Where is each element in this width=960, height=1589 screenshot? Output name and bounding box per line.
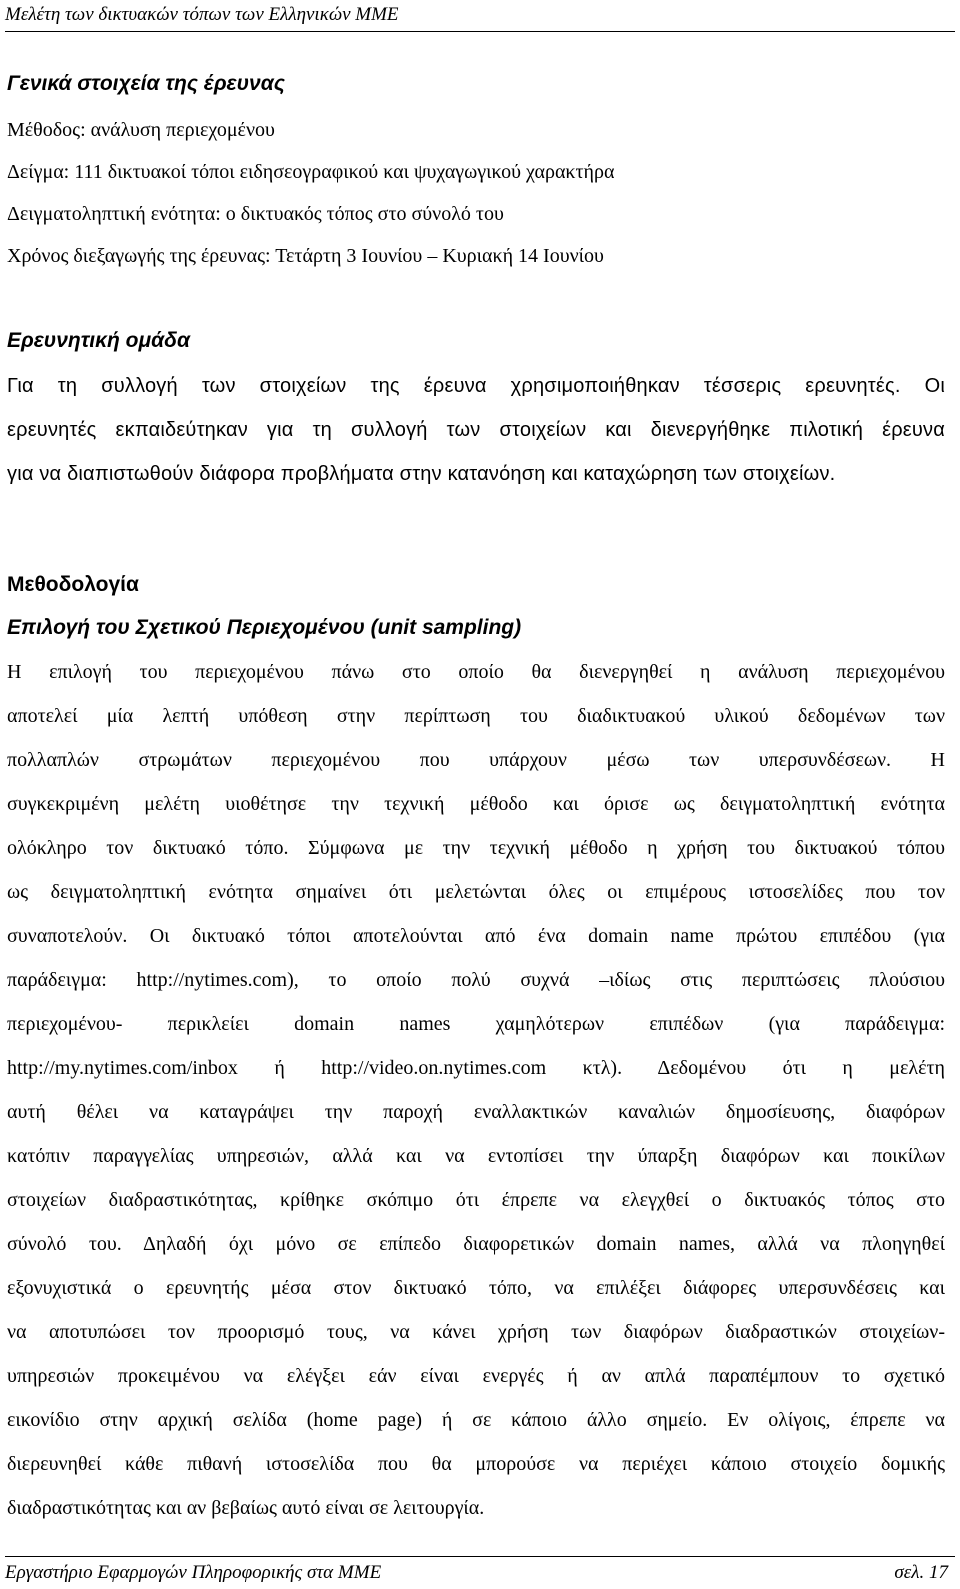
methodology-line: περιεχομένου- περικλείει domain names χαμηλότερων επιπέδων (για παράδειγμα: bbox=[7, 1013, 945, 1035]
methodology-line: Η επιλογή του περιεχομένου πάνω στο οποίο θα διενεργηθεί η ανάλυση περιεχομένου bbox=[7, 661, 945, 683]
header-rule bbox=[5, 31, 955, 32]
methodology-line: υπηρεσιών προκειμένου να ελέγξει εάν είναι ενεργές ή αν απλά παραπέμπουν το σχετικό bbox=[7, 1365, 945, 1387]
running-footer: Εργαστήριο Εφαρμογών Πληροφορικής στα ΜΜΕ bbox=[5, 1562, 382, 1583]
running-header: Μελέτη των δικτυακών τόπων των Ελληνικών ΜΜΕ bbox=[5, 4, 399, 25]
section-subheading-unit-sampling: Επιλογή του Σχετικού Περιεχομένου (unit sampling) bbox=[7, 616, 522, 639]
methodology-line: αποτελεί μία λεπτή υπόθεση στην περίπτωση του διαδικτυακού υλικού δεδομένων των bbox=[7, 705, 945, 727]
methodology-line: εικονίδιο στην αρχική σελίδα (home page) ή σε κάποιο άλλο σημείο. Εν ολίγοις, έπρεπε να bbox=[7, 1409, 945, 1431]
methodology-line: συγκεκριμένη μελέτη υιοθέτησε την τεχνική μέθοδο και όρισε ως δειγματοληπτική ενότητα bbox=[7, 793, 945, 815]
general-line: Μέθοδος: ανάλυση περιεχομένου bbox=[7, 119, 275, 141]
methodology-line: εξονυχιστικά ο ερευνητής μέσα στον δικτυακό τόπο, να επιλέξει διάφορες υπερσυνδέσεις και bbox=[7, 1277, 945, 1299]
section-heading-team: Ερευνητική ομάδα bbox=[7, 329, 191, 352]
general-line: Χρόνος διεξαγωγής της έρευνας: Τετάρτη 3 Ιουνίου – Κυριακή 14 Ιουνίου bbox=[7, 245, 604, 267]
section-heading-methodology: Μεθοδολογία bbox=[7, 573, 139, 596]
methodology-line: http://my.nytimes.com/inbox ή http://video.on.nytimes.com κτλ). Δεδομένου ότι η μελέτη bbox=[7, 1057, 945, 1079]
footer-rule bbox=[5, 1556, 955, 1557]
methodology-line: να αποτυπώσει τον προορισμό τους, να κάνει χρήση των διαφόρων διαδραστικών στοιχείων- bbox=[7, 1321, 945, 1343]
team-line: ερευνητές εκπαιδεύτηκαν για τη συλλογή των στοιχείων και διενεργήθηκε πιλοτική έρευνα bbox=[7, 419, 945, 441]
team-line: Για τη συλλογή των στοιχείων της έρευνα χρησιμοποιήθηκαν τέσσερις ερευνητές. Οι bbox=[7, 375, 945, 397]
methodology-line: διερευνηθεί κάθε πιθανή ιστοσελίδα που θα μπορούσε να περιέχει κάποιο στοιχείο δομικής bbox=[7, 1453, 945, 1475]
methodology-line: συναποτελούν. Οι δικτυακό τόποι αποτελούνται από ένα domain name πρώτου επιπέδου (για bbox=[7, 925, 945, 947]
methodology-line: παράδειγμα: http://nytimes.com), το οποίο πολύ συχνά –ιδίως στις περιπτώσεις πλούσιου bbox=[7, 969, 945, 991]
team-line: για να διαπιστωθούν διάφορα προβλήματα στην κατανόηση και καταχώρηση των στοιχείων. bbox=[7, 463, 836, 485]
general-line: Δείγμα: 111 δικτυακοί τόποι ειδησεογραφικού και ψυχαγωγικού χαρακτήρα bbox=[7, 161, 615, 183]
methodology-line: κατόπιν παραγγελίας υπηρεσιών, αλλά και να εντοπίσει την ύπαρξη διαφόρων και ποικίλων bbox=[7, 1145, 945, 1167]
methodology-line: ως δειγματοληπτική ενότητα σημαίνει ότι μελετώνται όλες οι επιμέρους ιστοσελίδες που τον bbox=[7, 881, 945, 903]
methodology-line: ολόκληρο τον δικτυακό τόπο. Σύμφωνα με την τεχνική μέθοδο η χρήση του δικτυακού τόπου bbox=[7, 837, 945, 859]
section-heading-general: Γενικά στοιχεία της έρευνας bbox=[7, 72, 285, 95]
methodology-line: σύνολό του. Δηλαδή όχι μόνο σε επίπεδο διαφορετικών domain names, αλλά να πλοηγηθεί bbox=[7, 1233, 945, 1255]
general-line: Δειγματοληπτική ενότητα: ο δικτυακός τόπος στο σύνολό του bbox=[7, 203, 504, 225]
methodology-line: αυτή θέλει να καταγράψει την παροχή εναλλακτικών καναλιών δημοσίευσης, διαφόρων bbox=[7, 1101, 945, 1123]
methodology-line: πολλαπλών στρωμάτων περιεχομένου που υπάρχουν μέσω των υπερσυνδέσεων. Η bbox=[7, 749, 945, 771]
page-number: σελ. 17 bbox=[894, 1562, 948, 1583]
methodology-line: διαδραστικότητας και αν βεβαίως αυτό είναι σε λειτουργία. bbox=[7, 1497, 485, 1519]
methodology-line: στοιχείων διαδραστικότητας, κρίθηκε σκόπιμο ότι έπρεπε να ελεγχθεί ο δικτυακός τόπος στο bbox=[7, 1189, 945, 1211]
